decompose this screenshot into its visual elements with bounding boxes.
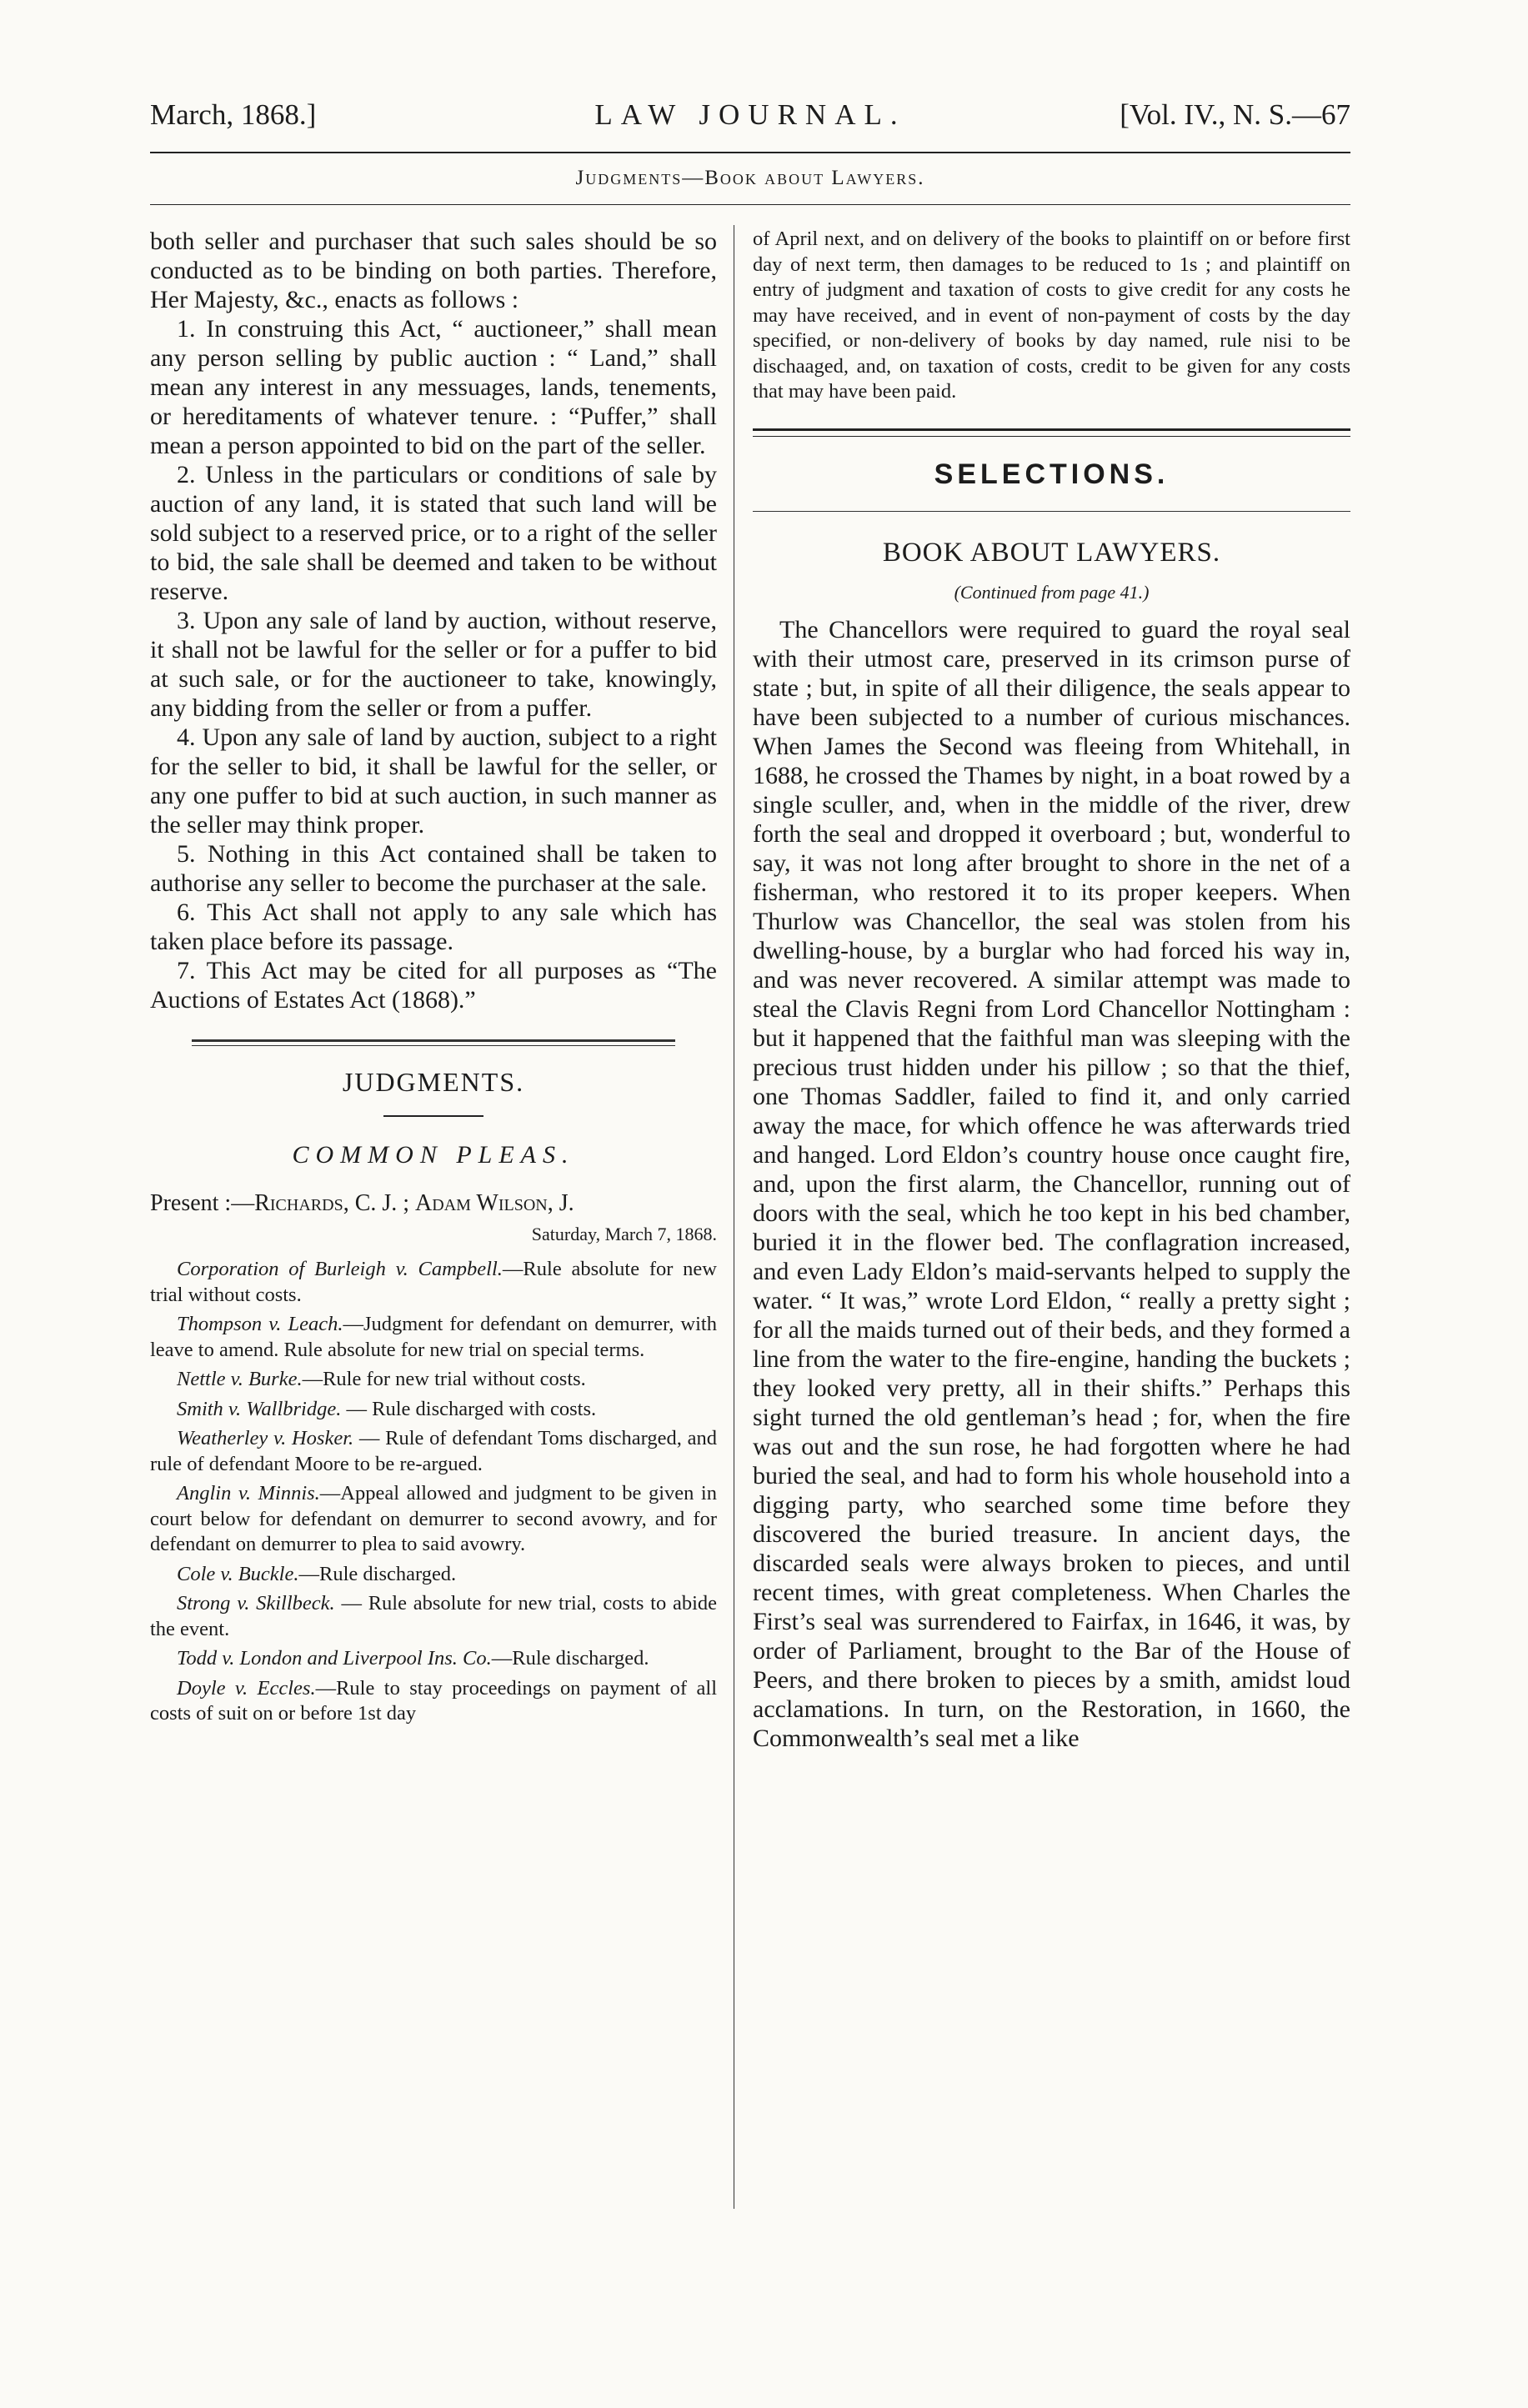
right-column [753,227,1350,1753]
case-name: Weatherley v. Hosker. [177,1427,354,1449]
left-column [150,227,717,1731]
case-entry [150,1676,717,1727]
case-ruling: —Rule discharged. [491,1647,649,1670]
case-name: Cole v. Buckle. [177,1562,299,1585]
journal-title: LAW JOURNAL. [594,98,906,131]
case-entry [150,1397,717,1423]
case-name: Doyle v. Eccles. [177,1676,316,1700]
case-entry [150,1312,717,1363]
present-judge-2: Adam Wilson, J. [415,1190,574,1216]
case-name: Nettle v. Burke. [177,1368,303,1390]
continuation-text: of April next, and on delivery of the books to plaintiff on or before first day of next term, then damages to be reduced to 1s ; and plaintiff on entry of judgment and taxation of costs to give credit for any costs he may have received, and in event of non-payment of costs by the day specified, or non-delivery of books by day named, rule nisi to be dischaaged, and, on taxation of costs, credit to be given for any costs that may have been paid. [753,228,1350,403]
case-entry [150,1646,717,1672]
case-entry [150,1257,717,1308]
case-ruling: —Judgment for defendant on demurrer, with leave to amend. Rule absolute for new trial on special terms. [150,1313,717,1361]
case-ruling: —Rule discharged. [298,1562,457,1585]
header-rule [150,152,1350,153]
case-ruling: —Rule absolute for new trial without costs. [150,1258,717,1306]
section-divider-rule [192,1039,675,1046]
case-entry [150,1367,717,1393]
double-rule [753,428,1350,437]
act-section-1: 1. In construing this Act, “ auctioneer,” shall mean any person selling by public auction : “ Land,” shall mean any interest in any messuages, lands, tenements, or hereditaments of whatever tenure. : “Puffer,” shall mean a person appointed to bid on the part of the seller. [150,315,717,459]
short-rule [383,1115,483,1117]
case-entry [150,1591,717,1642]
act-section-6: 6. This Act shall not apply to any sale which has taken place before its passage. [150,899,717,955]
judgments-heading: JUDGMENTS. [342,1067,525,1097]
case-ruling: — Rule of defendant Toms discharged, and rule of defendant Moore to be re-argued. [150,1427,717,1475]
present-judge-1: Richards, C. J. ; [254,1190,410,1216]
selections-heading: SELECTIONS. [934,458,1170,490]
case-ruling: —Rule to stay proceedings on payment of all costs of suit on or before 1st day [150,1676,717,1725]
case-name: Smith v. Wallbridge. [177,1397,342,1420]
page-header [150,98,1350,140]
case-entry [150,1562,717,1588]
header-date: March, 1868.] [150,98,317,131]
running-subheader: Judgments—Book about Lawyers. [575,167,925,189]
selections-rule [753,511,1350,512]
continued-note: (Continued from page 41.) [954,581,1150,603]
act-section-7: 7. This Act may be cited for all purposes as “The Auctions of Estates Act (1868).” [150,957,717,1014]
case-ruling: — Rule absolute for new trial, costs to abide the event. [150,1592,718,1640]
article-body: The Chancellors were required to guard the royal seal with their utmost care, preserved in its crimson purse of state ; but, in spite of all their diligence, the seals appear to have been subjected to a number of curious mischances. When James the Second was fleeing from Whitehall, in 1688, he crossed the Thames by night, in a boat rowed by a single sculler, and, when in the middle of the river, drew forth the seal and dropped it overboard ; but, wonderful to say, it was not long after brought to shore in the net of a fisherman, who restored it to its proper keepers. When Thurlow was Chancellor, the seal was stolen from his dwelling-house, by a burglar who had forced his way in, and was never recovered. A similar attempt was made to steal the Clavis Regni from Lord Chancellor Nottingham : but it happened that the faithful man was sleeping with the precious trust hidden under his pillow ; so that the thief, one Thomas Saddler, failed to find it, and only carried away the mace, for which offence he was afterwards tried and hanged. Lord Eldon’s country house once caught fire, and, upon the first alarm, the Chancellor, running out of doors with the seal, which he too kept in his bed chamber, buried it in the flower bed. The conflagration increased, and even Lady Eldon’s maid-servants helped to supply the water. “ It was,” wrote Lord Eldon, “ really a pretty sight ; for all the maids turned out of their beds, and they formed a line from the water to the fire-engine, handing the buckets ; they looked very pretty, all in their shifts.” Perhaps this sight turned the old gentleman’s head ; for, when the fire was out and the sun rose, he had forgotten where he had buried the seal, and had to form his whole household into a digging party, who searched some time before they discovered the buried treasure. In ancient days, the discarded seals were always broken to pieces, and until recent times, with great completeness. When Charles the First’s seal was surrendered to Fairfax, in 1646, it was, by order of Parliament, brought to the Bar of the House of Peers, and there broken to pieces by a smith, amidst loud acclamations. In turn, on the Restoration, in 1660, the Commonwealth’s seal met a like [753,615,1350,1752]
subheader-rule [150,204,1350,205]
case-entry [150,1426,717,1477]
case-ruling: — Rule discharged with costs. [341,1397,597,1420]
act-section-3: 3. Upon any sale of land by auction, without reserve, it shall not be lawful for the seller or for a puffer to bid at such sale, or for the auctioneer to take, knowingly, any bidding from the seller or from a puffer. [150,607,717,722]
case-name: Anglin v. Minnis. [177,1482,320,1504]
article-title: BOOK ABOUT LAWYERS. [882,537,1221,568]
case-ruling: —Rule for new trial without costs. [302,1368,586,1390]
present-label: Present :— [150,1190,255,1216]
judgments-list [150,1191,717,1727]
act-section-2: 2. Unless in the particulars or conditions of sale by auction of any land, it is stated that such land will be sold subject to a reserved price, or to a right of the seller to bid, the sale shall be deemed and taken to be without reserve. [150,461,717,605]
case-name: Strong v. Skillbeck. [177,1592,335,1615]
present-line [150,1191,717,1217]
judgment-continuation [753,227,1350,405]
case-ruling: —Appeal allowed and judgment to be given in court below for defendant on demurrer to second avowry, and for defendant on demurrer to plea to said avowry. [150,1482,717,1555]
court-heading: COMMON PLEAS. [292,1141,575,1169]
act-paragraph: both seller and purchaser that such sales should be so conducted as to be binding on both parties. Therefore, Her Majesty, &c., enacts as follows : [150,228,717,313]
case-name: Corporation of Burleigh v. Campbell. [177,1258,503,1280]
volume-page-number: [Vol. IV., N. S.—67 [1120,98,1350,131]
judgment-date: Saturday, March 7, 1868. [531,1223,717,1244]
case-name: Thompson v. Leach. [177,1313,343,1335]
case-entry [150,1481,717,1558]
act-section-5: 5. Nothing in this Act contained shall be taken to authorise any seller to become the purchaser at the sale. [150,840,717,897]
case-name: Todd v. London and Liverpool Ins. Co. [177,1647,492,1670]
act-section-4: 4. Upon any sale of land by auction, subject to a right for the seller to bid, it shall be lawful for the seller, or any one puffer to bid at such auction, in such manner as the seller may think proper. [150,723,717,839]
